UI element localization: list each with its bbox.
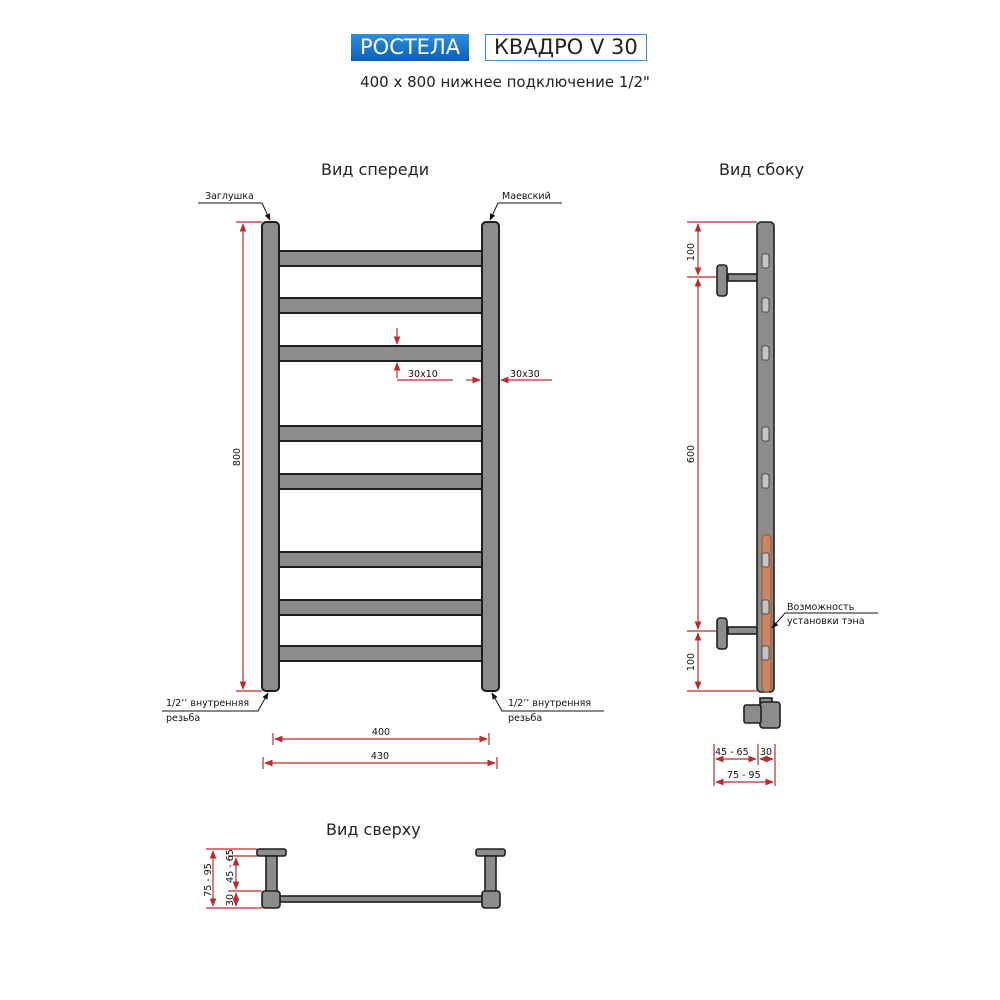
top-dim-offset: 45 - 65 — [225, 849, 236, 883]
top-view-title: Вид сверху — [326, 820, 421, 839]
rung — [278, 298, 483, 313]
top-post-left — [262, 891, 280, 908]
rung-socket — [762, 474, 769, 488]
inner-width-dimension: 400 — [371, 727, 391, 738]
valve-body — [744, 705, 761, 723]
thread-right-label-2: резьба — [508, 713, 543, 724]
side-dim-offset: 45 - 65 — [715, 747, 749, 758]
wall-bracket-top — [728, 274, 758, 281]
brand-label: РОСТЕЛА — [351, 34, 469, 61]
side-dim-depth: 30 — [760, 747, 773, 758]
thread-left-label-2: резьба — [166, 713, 201, 724]
height-dimension: 800 — [232, 447, 243, 467]
rung — [278, 600, 483, 615]
post-section-dimension: 30x30 — [510, 369, 540, 380]
rung-socket — [762, 298, 769, 312]
heater-label: Возможность — [787, 602, 855, 613]
rung-socket — [762, 553, 769, 567]
left-post — [262, 222, 279, 691]
side-view — [686, 222, 878, 786]
rung — [278, 251, 483, 266]
top-post-right — [482, 891, 500, 908]
rung — [278, 426, 483, 441]
side-dim-top: 100 — [686, 242, 697, 262]
front-view — [162, 191, 604, 769]
wall-flange-top — [717, 265, 727, 296]
top-dim-total: 75 - 95 — [203, 863, 214, 897]
rung — [278, 474, 483, 489]
side-view-title: Вид сбоку — [719, 160, 805, 179]
top-dim-depth: 30 — [225, 893, 236, 907]
rung-socket — [762, 346, 769, 360]
side-dim-middle: 600 — [686, 444, 697, 464]
thread-left-label: 1/2’’ внутренняя — [166, 698, 250, 709]
thread-right-label: 1/2’’ внутренняя — [508, 698, 592, 709]
rung — [278, 552, 483, 567]
side-dim-total: 75 - 95 — [727, 770, 761, 781]
top-rung — [277, 896, 486, 902]
model-label: КВАДРО V 30 — [485, 34, 647, 61]
rung-socket — [762, 254, 769, 268]
outer-width-dimension: 430 — [370, 751, 390, 762]
mayevsky-label: Маевский — [502, 191, 551, 202]
top-flange-left — [257, 849, 286, 856]
bottom-fitting — [760, 702, 780, 728]
front-view-title: Вид спереди — [321, 160, 430, 179]
right-post — [482, 222, 499, 691]
rung-socket — [762, 600, 769, 614]
rung — [278, 646, 483, 661]
side-dim-bottom: 100 — [686, 652, 697, 672]
wall-flange-bottom — [717, 618, 727, 649]
top-bracket-left — [266, 856, 277, 893]
wall-bracket-bottom — [728, 627, 758, 634]
heater-label-2: установки тэна — [787, 616, 865, 627]
top-view — [203, 849, 505, 908]
top-bracket-right — [485, 856, 496, 893]
product-subtitle: 400 x 800 нижнее подключение 1/2" — [360, 73, 650, 91]
rung-section-dimension: 30x10 — [408, 369, 438, 380]
plug-label: Заглушка — [205, 191, 254, 202]
rung — [278, 346, 483, 361]
rung-socket — [762, 646, 769, 660]
top-flange-right — [476, 849, 505, 856]
rung-socket — [762, 427, 769, 441]
